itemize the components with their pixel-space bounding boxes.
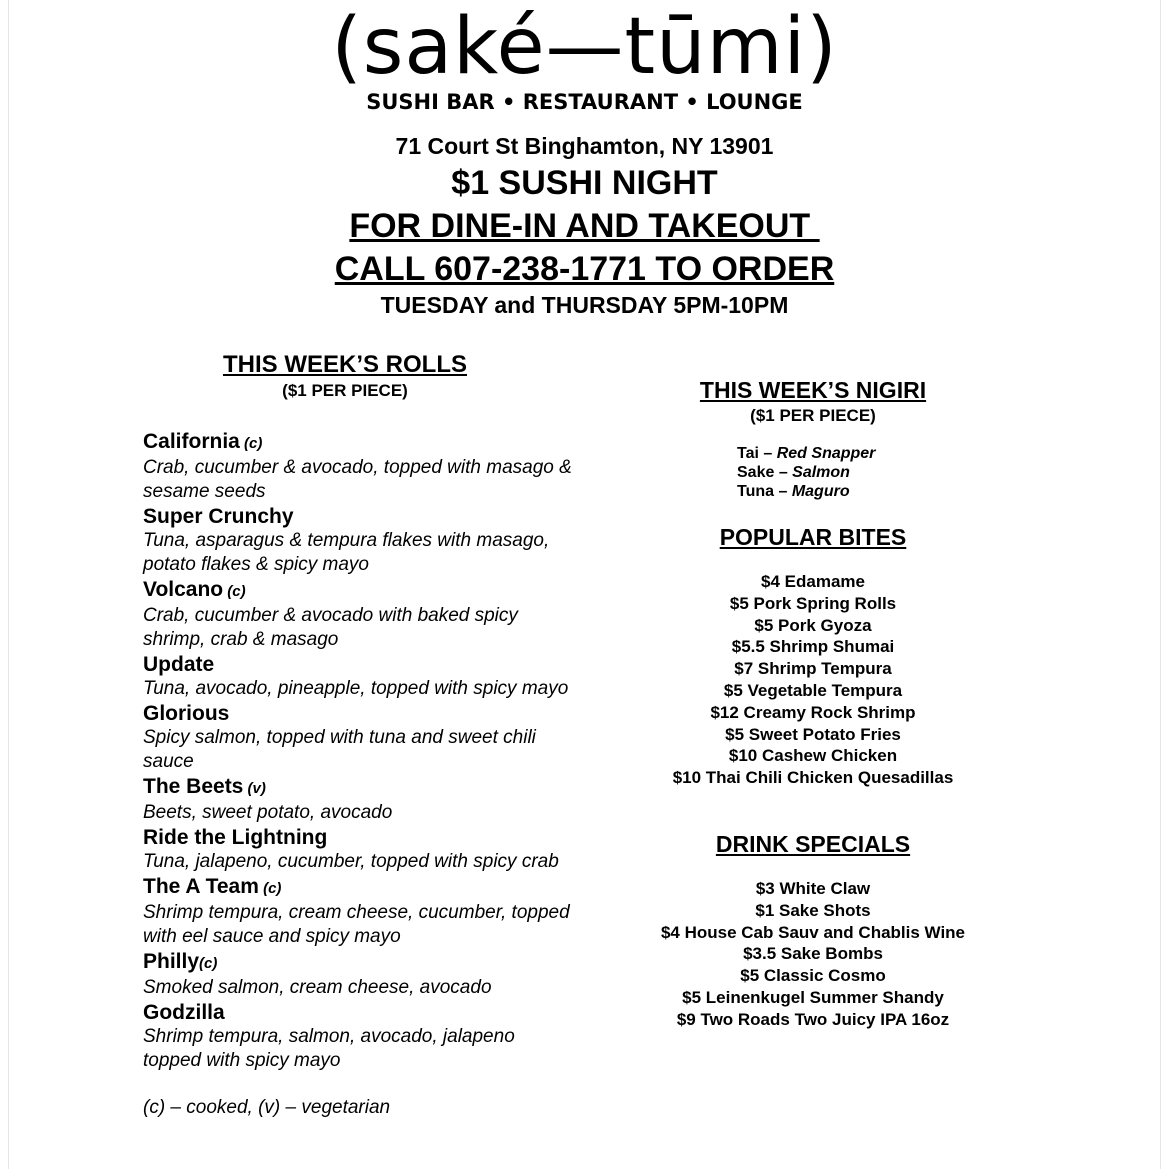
roll-name-text: California: [143, 430, 240, 453]
logo: (saké—tūmi): [331, 2, 838, 92]
roll-item: [143, 504, 573, 577]
drinks-item: $4 House Cab Sauv and Chablis Wine: [660, 922, 966, 942]
roll-description: Spicy salmon, topped with tuna and sweet chili sauce: [143, 727, 536, 772]
roll-tag: (c): [223, 583, 246, 600]
roll-description: Tuna, jalapeno, cucumber, topped with spicy crab: [143, 851, 559, 872]
roll-description: Shrimp tempura, salmon, avocado, jalapeno topped with spicy mayo: [143, 1026, 515, 1071]
drinks-item: $5 Leinenkugel Summer Shandy: [682, 987, 944, 1007]
drinks-item: $3.5 Sake Bombs: [743, 944, 883, 964]
roll-item: [143, 652, 573, 701]
nigiri-translation: Maguro: [791, 483, 850, 500]
nigiri-section: [635, 375, 991, 501]
hours: TUESDAY and THURSDAY 5PM-10PM: [380, 292, 789, 318]
roll-name-text: Volcano: [143, 578, 224, 601]
roll-name-text: Godzilla: [143, 1001, 225, 1024]
roll-item: [143, 874, 573, 949]
rolls-title: THIS WEEK’S ROLLS: [222, 351, 467, 378]
bites-section: [635, 522, 991, 789]
rolls-subtitle: ($1 PER PIECE): [282, 381, 408, 400]
roll-name: [143, 701, 573, 726]
roll-item: [143, 774, 573, 825]
drinks-item: $9 Two Roads Two Juicy IPA 16oz: [676, 1009, 950, 1029]
roll-name-text: Super Crunchy: [143, 505, 294, 528]
bites-item: $10 Cashew Chicken: [728, 746, 898, 766]
drinks-list: [635, 878, 991, 1031]
nigiri-item: [737, 444, 991, 463]
roll-name: [143, 874, 573, 901]
roll-name: [143, 825, 573, 850]
nigiri-item: [737, 482, 991, 501]
bites-item: $5 Pork Gyoza: [754, 615, 872, 635]
bites-item: $5.5 Shrimp Shumai: [731, 637, 895, 657]
roll-name: [143, 504, 573, 529]
bites-item: $5 Pork Spring Rolls: [729, 593, 897, 613]
roll-tag: (v): [243, 780, 266, 797]
roll-name: [143, 429, 573, 456]
roll-tag: (c): [199, 955, 218, 972]
nigiri-translation: Red Snapper: [776, 445, 876, 462]
roll-name-text: The A Team: [143, 875, 259, 898]
nigiri-item: [737, 463, 991, 482]
roll-name: [143, 652, 573, 677]
roll-name-text: Ride the Lightning: [143, 826, 328, 849]
rolls-section: [143, 350, 573, 1120]
tagline: SUSHI BAR • RESTAURANT • LOUNGE: [366, 90, 803, 114]
drinks-item: $1 Sake Shots: [755, 900, 871, 920]
nigiri-name: Tuna –: [737, 483, 792, 500]
bites-item: $4 Edamame: [761, 572, 865, 591]
dine-in-line: FOR DINE-IN AND TAKEOUT: [349, 207, 820, 245]
roll-name: [143, 949, 573, 976]
nigiri-name: Sake –: [737, 464, 793, 481]
roll-description: Tuna, asparagus & tempura flakes with masago, potato flakes & spicy mayo: [143, 530, 550, 575]
roll-tag: (c): [239, 435, 263, 452]
roll-item: [143, 949, 573, 1000]
drinks-item: $5 Classic Cosmo: [740, 966, 886, 986]
roll-description: Tuna, avocado, pineapple, topped with spicy mayo: [143, 678, 569, 699]
roll-item: [143, 429, 573, 504]
roll-name-text: The Beets: [143, 775, 244, 798]
bites-list: [635, 571, 991, 789]
drinks-section: [635, 829, 991, 1031]
roll-name-text: Glorious: [143, 702, 230, 725]
roll-description: Beets, sweet potato, avocado: [143, 802, 393, 823]
roll-item: [143, 577, 573, 652]
roll-description: Shrimp tempura, cream cheese, cucumber, topped with eel sauce and spicy mayo: [143, 902, 570, 947]
nigiri-translation: Salmon: [792, 464, 850, 481]
roll-description: Smoked salmon, cream cheese, avocado: [143, 977, 492, 998]
bites-item: $12 Creamy Rock Shrimp: [710, 702, 916, 722]
roll-name: [143, 1000, 573, 1025]
nigiri-subtitle: ($1 PER PIECE): [750, 406, 876, 425]
nigiri-list: [635, 444, 991, 501]
bites-item: $5 Vegetable Tempura: [723, 680, 903, 700]
roll-name-text: Update: [143, 653, 215, 676]
roll-item: [143, 701, 573, 774]
roll-name: [143, 577, 573, 604]
roll-description: Crab, cucumber & avocado with baked spicy shrimp, crab & masago: [143, 605, 518, 650]
order-phone-line: CALL 607-238-1771 TO ORDER: [334, 250, 835, 288]
roll-name-text: Philly: [143, 950, 200, 973]
legend: (c) – cooked, (v) – vegetarian: [143, 1097, 391, 1118]
roll-list: [143, 429, 573, 1073]
roll-description: Crab, cucumber & avocado, topped with masago & sesame seeds: [143, 457, 572, 502]
roll-tag: (c): [258, 880, 282, 897]
bites-item: $10 Thai Chili Chicken Quesadillas: [672, 768, 954, 788]
nigiri-name: Tai –: [737, 445, 777, 462]
nigiri-title: THIS WEEK’S NIGIRI: [699, 377, 927, 403]
address: 71 Court St Binghamton, NY 13901: [395, 133, 774, 159]
drinks-title: DRINK SPECIALS: [715, 831, 911, 857]
bites-item: $5 Sweet Potato Fries: [725, 724, 901, 744]
drinks-item: $3 White Claw: [755, 879, 871, 898]
bites-item: $7 Shrimp Tempura: [734, 659, 892, 679]
roll-item: [143, 1000, 573, 1073]
roll-name: [143, 774, 573, 801]
headline: $1 SUSHI NIGHT: [451, 164, 718, 202]
bites-title: POPULAR BITES: [719, 524, 907, 550]
roll-item: [143, 825, 573, 874]
